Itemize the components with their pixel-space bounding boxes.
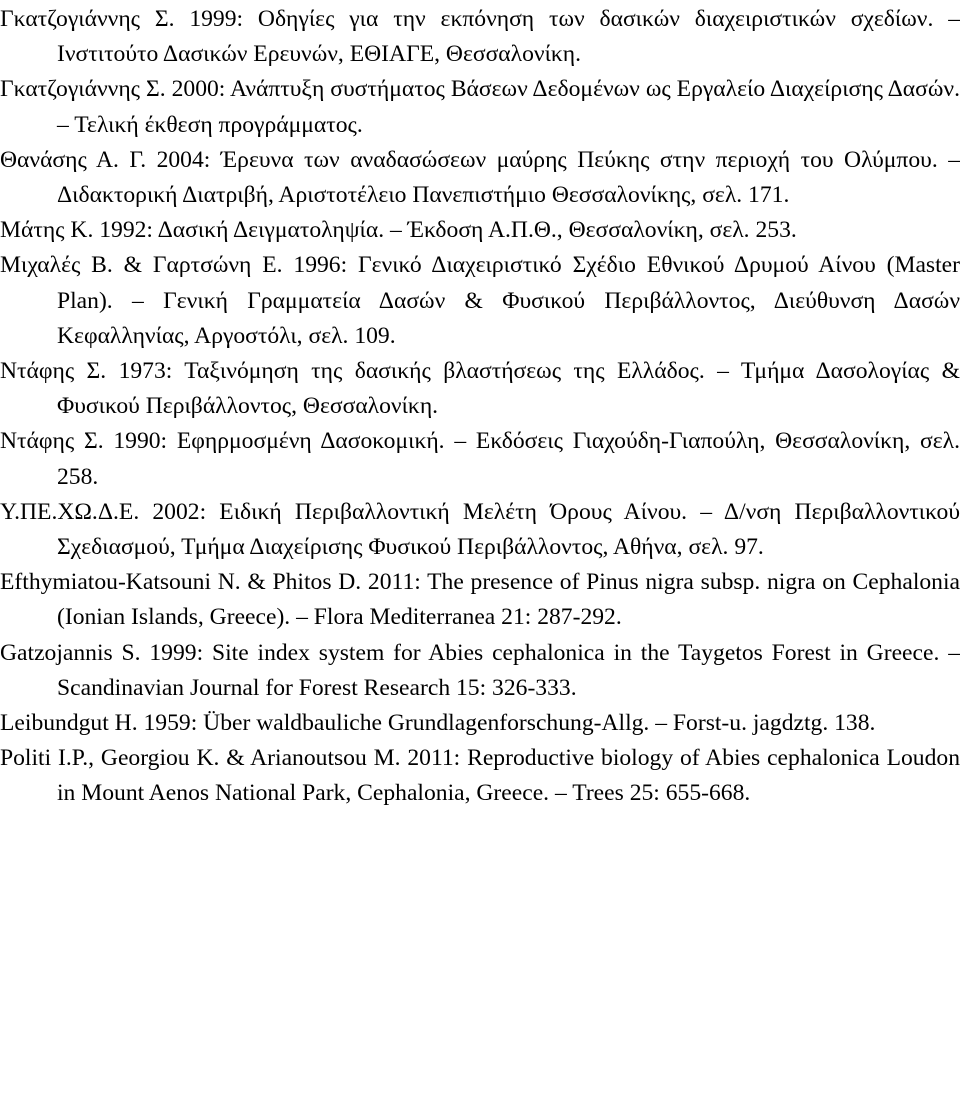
reference-entry: Leibundgut H. 1959: Über waldbauliche Grundlagenforschung-Allg. – Forst-u. jagdztg. 138. bbox=[0, 710, 876, 737]
reference-entry: Μιχαλές Β. & Γαρτσώνη Ε. 1996: Γενικό Διαχειριστικό Σχέδιο Εθνικού Δρυμού Αίνου (Master Plan). – Γενική Γραμματεία Δασών & Φυσικού Περιβάλλοντος, Διεύθυνση Δασών Κεφαλληνίας, Αργοστόλι, σελ. 109. bbox=[0, 252, 960, 349]
reference-entry: Gatzojannis S. 1999: Site index system for Abies cephalonica in the Taygetos Forest in Greece. – Scandinavian Journal for Forest Research 15: 326-333. bbox=[0, 639, 960, 701]
reference-entry: Υ.ΠΕ.ΧΩ.Δ.Ε. 2002: Ειδική Περιβαλλοντική Μελέτη Όρους Αίνου. – Δ/νση Περιβαλλοντικού Σχεδιασμού, Τμήμα Διαχείρισης Φυσικού Περιβάλλοντος, Αθήνα, σελ. 97. bbox=[0, 498, 960, 561]
reference-entry: Politi I.P., Georgiou K. & Arianoutsou M. 2011: Reproductive biology of Abies cephalonica Loudon in Mount Aenos National Park, Cephalonia, Greece. – Trees 25: 655-668. bbox=[0, 745, 960, 807]
reference-entry: Μάτης Κ. 1992: Δασική Δειγματοληψία. – Έκδοση Α.Π.Θ., Θεσσαλονίκη, σελ. 253. bbox=[0, 217, 797, 244]
reference-entry: Efthymiatou-Katsouni N. & Phitos D. 2011: The presence of Pinus nigra subsp. nigra on Cephalonia (Ionian Islands, Greece). – Flora Mediterranea 21: 287-292. bbox=[0, 569, 960, 631]
reference-entry: Ντάφης Σ. 1990: Εφηρμοσμένη Δασοκομική. – Εκδόσεις Γιαχούδη-Γιαπούλη, Θεσσαλονίκη, σελ. 258. bbox=[0, 428, 960, 490]
reference-entry: Γκατζογιάννης Σ. 1999: Οδηγίες για την εκπόνηση των δασικών διαχειριστικών σχεδίων. – Ινστιτούτο Δασικών Ερευνών, ΕΘΙΑΓΕ, Θεσσαλονίκη. bbox=[0, 6, 960, 68]
reference-entry: Γκατζογιάννης Σ. 2000: Ανάπτυξη συστήματος Βάσεων Δεδομένων ως Εργαλείο Διαχείρισης Δασών. – Τελική έκθεση προγράμματος. bbox=[0, 76, 960, 138]
reference-entry: Ντάφης Σ. 1973: Ταξινόμηση της δασικής βλαστήσεως της Ελλάδος. – Τμήμα Δασολογίας & Φυσικού Περιβάλλοντος, Θεσσαλονίκη. bbox=[0, 358, 960, 420]
reference-entry: Θανάσης Α. Γ. 2004: Έρευνα των αναδασώσεων μαύρης Πεύκης στην περιοχή του Ολύμπου. – Διδακτορική Διατριβή, Αριστοτέλειο Πανεπιστήμιο Θεσσαλονίκης, σελ. 171. bbox=[0, 146, 960, 209]
